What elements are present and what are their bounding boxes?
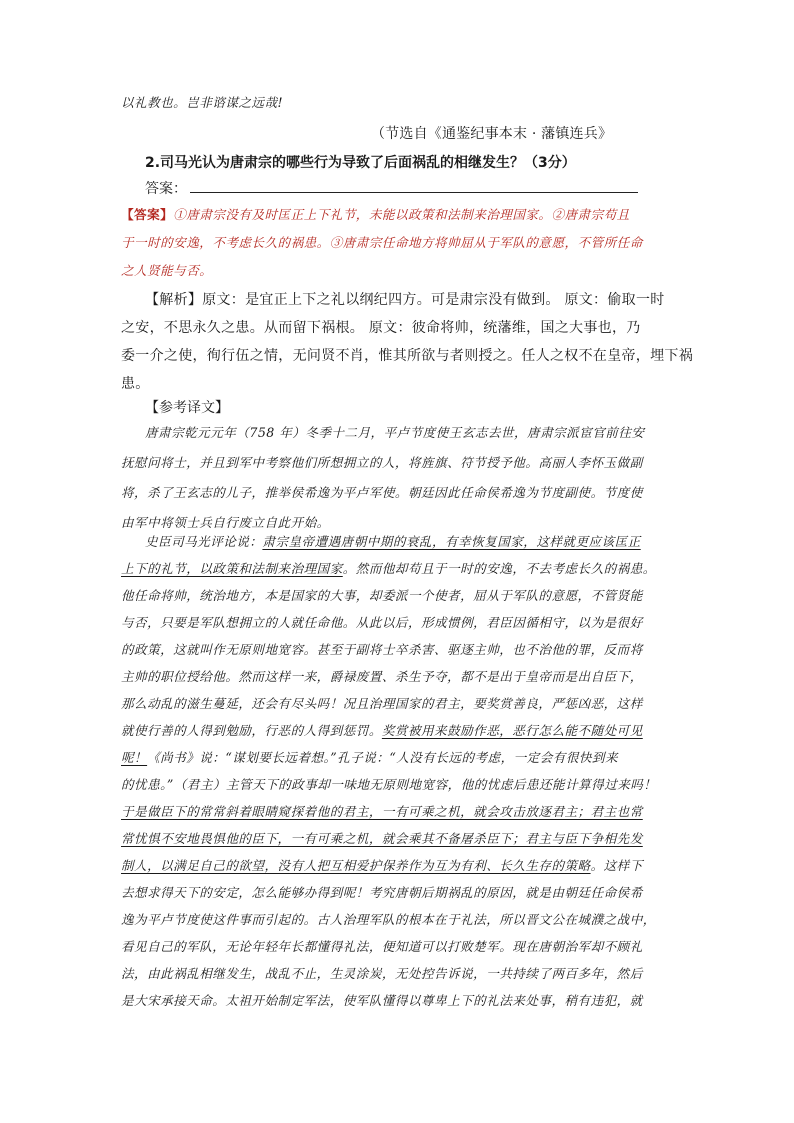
translation-p1-line-1: 唐肃宗乾元元年（758 年）冬季十二月，平卢节度使王玄志去世，唐肃宗派宦官前往安 (145, 425, 645, 440)
answer-tag: 【答案】 (121, 207, 174, 222)
p2-underlined-3: 奖赏被用来鼓励作恶，恶行怎么能不随处可见 (381, 723, 643, 738)
analysis-line-4: 患。 (121, 376, 150, 392)
answer-text-1: ①唐肃宗没有及时匡正上下礼节，未能以政策和法制来治理国家。②唐肃宗苟且 (173, 207, 630, 222)
p2-underlined-4: 呢！ (121, 750, 148, 765)
translation-p2-line-16: 看见自己的军队，无论年轻年长都懂得礼法，便知道可以打败楚军。现在唐朝治军却不顾礼 (121, 939, 643, 954)
translation-p1-line-4: 由军中将领士兵自行废立自此开始。 (121, 515, 330, 530)
p2-underlined-5: 于是做臣下的常常斜着眼睛窥探着他的君主，一有可乘之机，就会攻击放逐君主；君主也常 (121, 804, 643, 819)
translation-heading: 【参考译文】 (145, 400, 229, 416)
answer-line-2: 于一时的安逸，不考虑长久的祸患。③唐肃宗任命地方将帅屈从于军队的意愿，不管所任命 (121, 235, 643, 250)
p2-prefix: 史臣司马光评论说： (145, 534, 263, 549)
translation-p2-line-13 (121, 857, 681, 875)
analysis-line-3: 委一介之使，徇行伍之情，无问贤不肖，惟其所欲与者则授之。任人之权不在皇帝，埋下祸 (121, 348, 693, 364)
analysis-line-1: 【解析】原文：是宜正上下之礼以纲纪四方。可是肃宗没有做到。 原文：偷取一时 (145, 292, 665, 308)
translation-p2-line-17: 法，由此祸乱相继发生，战乱不止，生灵涂炭，无处控告诉说，一共持续了两百多年，然后 (121, 966, 643, 981)
p2-underlined-6: 常忧惧不安地畏惧他的臣下，一有可乘之机，就会乘其不备屠杀臣下；君主与臣下争相先发 (121, 831, 643, 846)
answer-label: 答案： (145, 181, 187, 197)
translation-p2-line-1 (145, 533, 705, 551)
p2-underlined-7: 制人，以满足自己的欲望，没有人把互相爱护保养作为互为有利、长久生存的策略 (121, 858, 591, 873)
translation-p2-line-12 (121, 830, 681, 848)
p2-line9-rest: 《尚书》说：“谋划要长远着想。”孔子说：“人没有长远的考虑，一定会有很快到来 (147, 750, 618, 765)
translation-p2-line-7: 那么动乱的滋生蔓延，还会有尽头吗！况且治理国家的君主，要奖赏善良，严惩凶恶，这样 (121, 696, 643, 711)
translation-p1-line-2: 抚慰问将士，并且到军中考察他们所想拥立的人，将旌旗、符节授予他。高丽人李怀玉做副 (121, 455, 643, 470)
question-2: 2.司马光认为唐肃宗的哪些行为导致了后面祸乱的相继发生？（3分） (145, 155, 576, 171)
translation-p2-line-14: 去想求得天下的安定，怎么能够办得到呢！考究唐朝后期祸乱的原因，就是由朝廷任命侯希 (121, 885, 643, 900)
translation-p2-line-11 (121, 803, 681, 821)
p2-underlined-1: 肃宗皇帝遭遇唐朝中期的衰乱，有幸恢复国家，这样就更应该匡正 (262, 534, 641, 549)
p2-line13-rest: 。这样下 (590, 858, 643, 873)
analysis-line-2: 之安，不思永久之患。从而留下祸根。 原文：彼命将帅，统藩维，国之大事也，乃 (121, 320, 641, 336)
answer-line-3: 之人贤能与否。 (121, 263, 213, 278)
translation-p2-line-3: 他任命将帅，统治地方，本是国家的大事，却委派一个使者，屈从于军队的意愿，不管贤能 (121, 588, 643, 603)
translation-p2-line-15: 逸为平卢节度使这件事而引起的。古人治理军队的根本在于礼法，所以晋文公在城濮之战中， (121, 912, 656, 927)
translation-p2-line-8 (121, 722, 681, 740)
translation-p2-line-6: 主帅的职位授给他。然而这样一来，爵禄废置、杀生予夺，都不是出于皇帝而是出自臣下， (121, 669, 643, 684)
translation-p2-line-9 (121, 749, 681, 767)
translation-p2-line-5: 的政策，这就叫作无原则地宽容。甚至于副将士卒杀害、驱逐主帅，也不治他的罪，反而将 (121, 642, 643, 657)
source-citation: （节选自《通鉴纪事本末 · 藩镇连兵》 (371, 126, 613, 142)
translation-p2-line-10: 的忧患。”（君主）主管天下的政事却一味地无原则地宽容，他的忧虑后患还能计算得过来吗！ (121, 777, 657, 792)
answer-blank-line (190, 192, 638, 193)
translation-p2-line-18: 是大宋承接天命。太祖开始制定军法，使军队懂得以尊卑上下的礼法来处事，稍有违犯，就 (121, 993, 643, 1008)
translation-p1-line-3: 将，杀了王玄志的儿子，推举侯希逸为平卢军使。朝廷因此任命侯希逸为节度副使。节度使 (121, 485, 643, 500)
answer-line-1 (121, 206, 681, 224)
p2-underlined-2: 上下的礼节，以政策和法制来治理国家 (121, 561, 343, 576)
translation-p2-line-4: 与否，只要是军队想拥立的人就任命他。从此以后，形成惯例，君臣因循相守，以为是很好 (121, 615, 643, 630)
translation-p2-line-2 (121, 560, 681, 578)
p2-line2-rest: 。然而他却苟且于一时的安逸，不去考虑长久的祸患。 (342, 561, 656, 576)
p2-line8-text: 就使行善的人得到勉励，行恶的人得到惩罚。 (121, 723, 382, 738)
top-line: 以礼教也。岂非谘谋之远哉! (121, 95, 284, 110)
